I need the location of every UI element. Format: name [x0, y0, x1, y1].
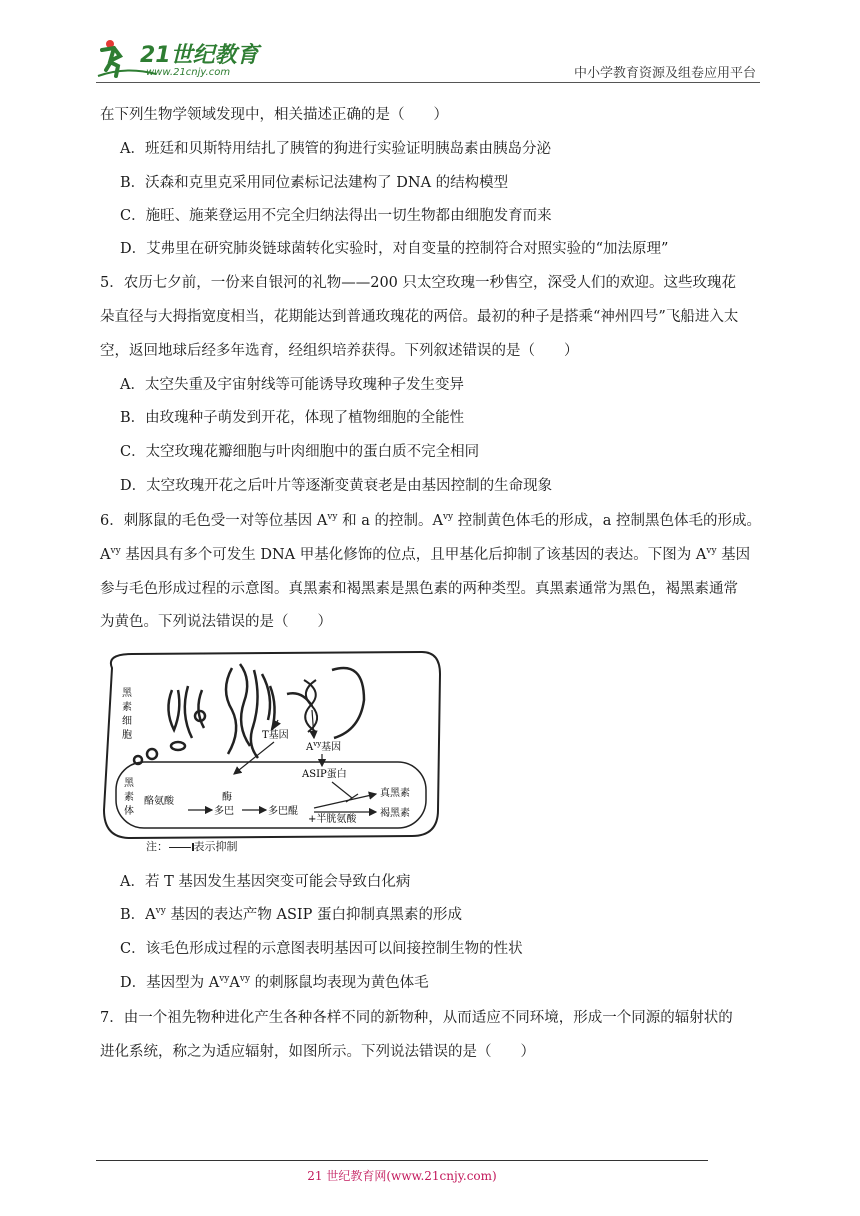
q4-option-d: D．艾弗里在研究肺炎链球菌转化实验时，对自变量的控制符合对照实验的“加法原理”: [120, 241, 669, 257]
logo-url: www.21cnjy.com: [146, 67, 231, 78]
cell-label-1: 黑: [122, 688, 132, 699]
asip-label: ASIP蛋白: [302, 769, 347, 780]
cysteine-label: +半胱氨酸: [308, 814, 357, 825]
avy-gene-label: $A^{vy}$基因: [306, 740, 342, 753]
footer-link[interactable]: 21 世纪教育网(www.21cnjy.com): [307, 1169, 497, 1183]
q5-option-d: D．太空玫瑰开花之后叶片等逐渐变黄衰老是由基因控制的生命现象: [120, 478, 553, 494]
enzyme-label: 酶: [222, 792, 232, 803]
tyrosine-label: 酪氨酸: [144, 796, 174, 807]
dopa-label: 多巴: [214, 806, 234, 817]
q5-stem-line1: 5．农历七夕前，一份来自银河的礼物——200 只太空玫瑰一秒售空，深受人们的欢迎。这些玫瑰花: [100, 275, 737, 291]
q5-option-a: A．太空失重及宇宙射线等可能诱导玫瑰种子发生变异: [120, 377, 464, 393]
q4-stem: 在下列生物学领域发现中，相关描述正确的是（ ）: [100, 107, 448, 123]
q5-stem-line3: 空，返回地球后经多年选育，经组织培养获得。下列叙述错误的是（ ）: [100, 343, 579, 359]
inhibit-symbol-icon: [169, 847, 191, 848]
pheomelanin-label: 褐黑素: [380, 808, 410, 819]
q6-option-a: A．若 T 基因发生基因突变可能会导致白化病: [120, 874, 411, 890]
q4-option-b: B．沃森和克里克采用同位素标记法建构了 DNA 的结构模型: [120, 175, 509, 191]
svg-text:胞: 胞: [122, 730, 132, 741]
q4-option-c: C．施旺、施莱登运用不完全归纳法得出一切生物都由细胞发育而来: [120, 208, 552, 224]
logo-text: 21世纪教育: [140, 43, 259, 68]
t-gene-label: T基因: [262, 730, 289, 741]
q5-option-c: C．太空玫瑰花瓣细胞与叶肉细胞中的蛋白质不完全相同: [120, 444, 480, 460]
svg-text:体: 体: [124, 806, 134, 817]
dna-helix-icon: [304, 680, 317, 732]
q5-option-b: B．由玫瑰种子萌发到开花，体现了植物细胞的全能性: [120, 410, 465, 426]
pathway-arrows: [188, 710, 376, 812]
q6-stem-line3: 参与毛色形成过程的示意图。真黑素和褐黑素是黑色素的两种类型。真黑素通常为黑色，褐黑素通常: [100, 581, 738, 597]
site-logo: [96, 36, 266, 80]
svg-text:素: 素: [124, 792, 134, 803]
q6-stem-line1: 6．刺豚鼠的毛色受一对等位基因 $A^{vy}$ 和 a 的控制。$A^{vy}$ 控制黄色体毛的形成，a 控制黑色体毛的形成。: [100, 512, 761, 529]
header-divider: [96, 82, 760, 83]
dopaquinone-label: 多巴醌: [268, 806, 298, 817]
q6-option-b: B．$A^{vy}$ 基因的表达产物 ASIP 蛋白抑制真黑素的形成: [120, 906, 463, 923]
figure-note: 注： 表示抑制: [146, 840, 238, 853]
platform-label: 中小学教育资源及组卷应用平台: [573, 66, 756, 81]
svg-text:细: 细: [122, 716, 132, 727]
q6-stem-line4: 为黄色。下列说法错误的是（ ）: [100, 614, 332, 630]
q7-stem-line2: 进化系统，称之为适应辐射，如图所示。下列说法错误的是（ ）: [100, 1044, 535, 1060]
footer-divider: [96, 1160, 708, 1161]
body-label-1: 黑: [124, 778, 134, 789]
q6-option-c: C．该毛色形成过程的示意图表明基因可以间接控制生物的性状: [120, 941, 523, 957]
melanocyte-diagram: [102, 650, 442, 855]
q5-stem-line2: 朵直径与大拇指宽度相当，花期能达到普通玫瑰花的两倍。最初的种子是搭乘“神州四号”飞船进入太: [100, 309, 739, 325]
runner-logo-icon: [96, 36, 266, 80]
eumelanin-label: 真黑素: [380, 788, 410, 799]
svg-text:素: 素: [122, 702, 132, 713]
q7-stem-line1: 7．由一个祖先物种进化产生各种各样不同的新物种，从而适应不同环境，形成一个同源的辐射状的: [100, 1010, 733, 1026]
q6-stem-line2: $A^{vy}$ 基因具有多个可发生 DNA 甲基化修饰的位点，且甲基化后抑制了该基因的表达。下图为 $A^{vy}$ 基因: [100, 546, 751, 563]
q4-option-a: A．班廷和贝斯特用结扎了胰管的狗进行实验证明胰岛素由胰岛分泌: [120, 141, 551, 157]
q6-option-d: D．基因型为 $A^{vy}A^{vy}$ 的刺豚鼠均表现为黄色体毛: [120, 974, 429, 991]
